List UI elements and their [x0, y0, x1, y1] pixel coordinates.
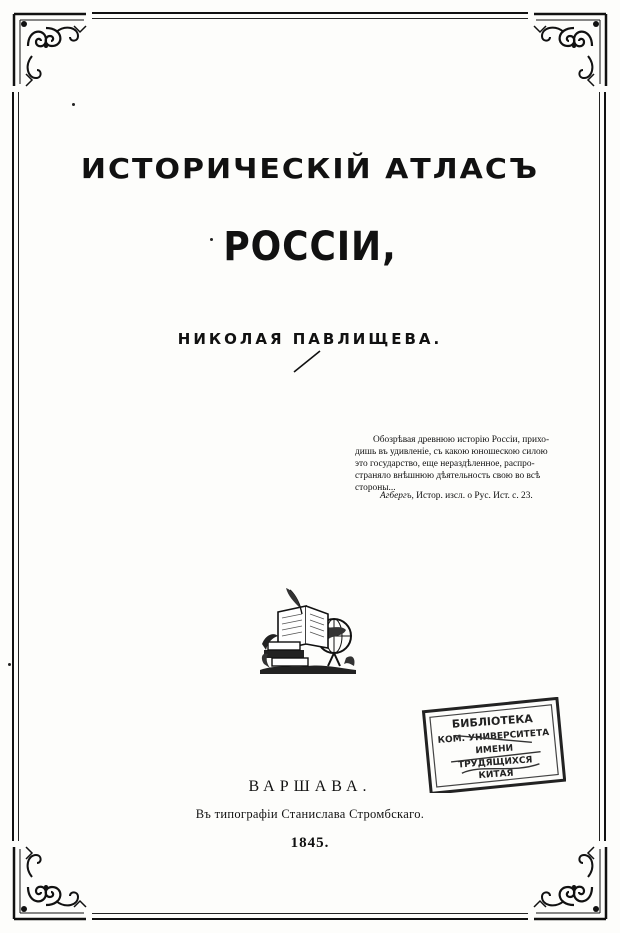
ink-speck [210, 238, 213, 241]
corner-ornament-top-right [528, 6, 614, 92]
epigraph-source [380, 491, 533, 501]
corner-ornament-bottom-left [6, 841, 92, 927]
epigraph-source-author: Агбергъ, [380, 491, 414, 501]
stamp-text-line-4: ТРУДЯЩИХСЯ [457, 755, 533, 771]
pen-mark [292, 348, 322, 374]
author-name: НИКОЛАЯ ПАВЛИЩЕВА. [177, 330, 443, 348]
imprint-year: 1845. [290, 835, 330, 851]
epigraph [355, 434, 577, 494]
epigraph-line: стороны... [355, 483, 396, 493]
epigraph-line: Обозрѣвая древнюю исторію Россіи, прихо- [373, 435, 550, 445]
stamp-text-line-3: ИМЕНИ [475, 743, 514, 757]
ink-speck [72, 103, 75, 106]
epigraph-line: страняло внѣшнюю дѣятельность свою во всѣ [355, 471, 541, 481]
epigraph-line: это государство, еще нераздѣленное, распро- [355, 459, 535, 469]
stamp-text-line-1: БИБЛІОТЕКА [451, 712, 534, 731]
epigraph-source-reference: Истор. изсл. о Рус. Ист. с. 23. [416, 491, 533, 501]
epigraph-line: дишь въ удивленіе, съ какою юношескою силою [355, 447, 548, 457]
vignette-books-globe-icon [256, 584, 360, 678]
imprint-city: ВАРШАВА. [248, 778, 372, 795]
stamp-text-line-5: КИТАЯ [478, 768, 514, 782]
corner-ornament-bottom-right [528, 841, 614, 927]
title-main: ИСТОРИЧЕСКІЙ АТЛАСЪ [80, 153, 540, 186]
title-subtitle: РОССІИ, [223, 224, 397, 270]
ink-speck [8, 663, 11, 666]
corner-ornament-top-left [6, 6, 92, 92]
stamp-text-line-2: КОМ. УНИВЕРСИТЕТА [437, 728, 550, 746]
imprint-printer: Въ типографіи Станислава Стромбскаго. [195, 807, 425, 821]
